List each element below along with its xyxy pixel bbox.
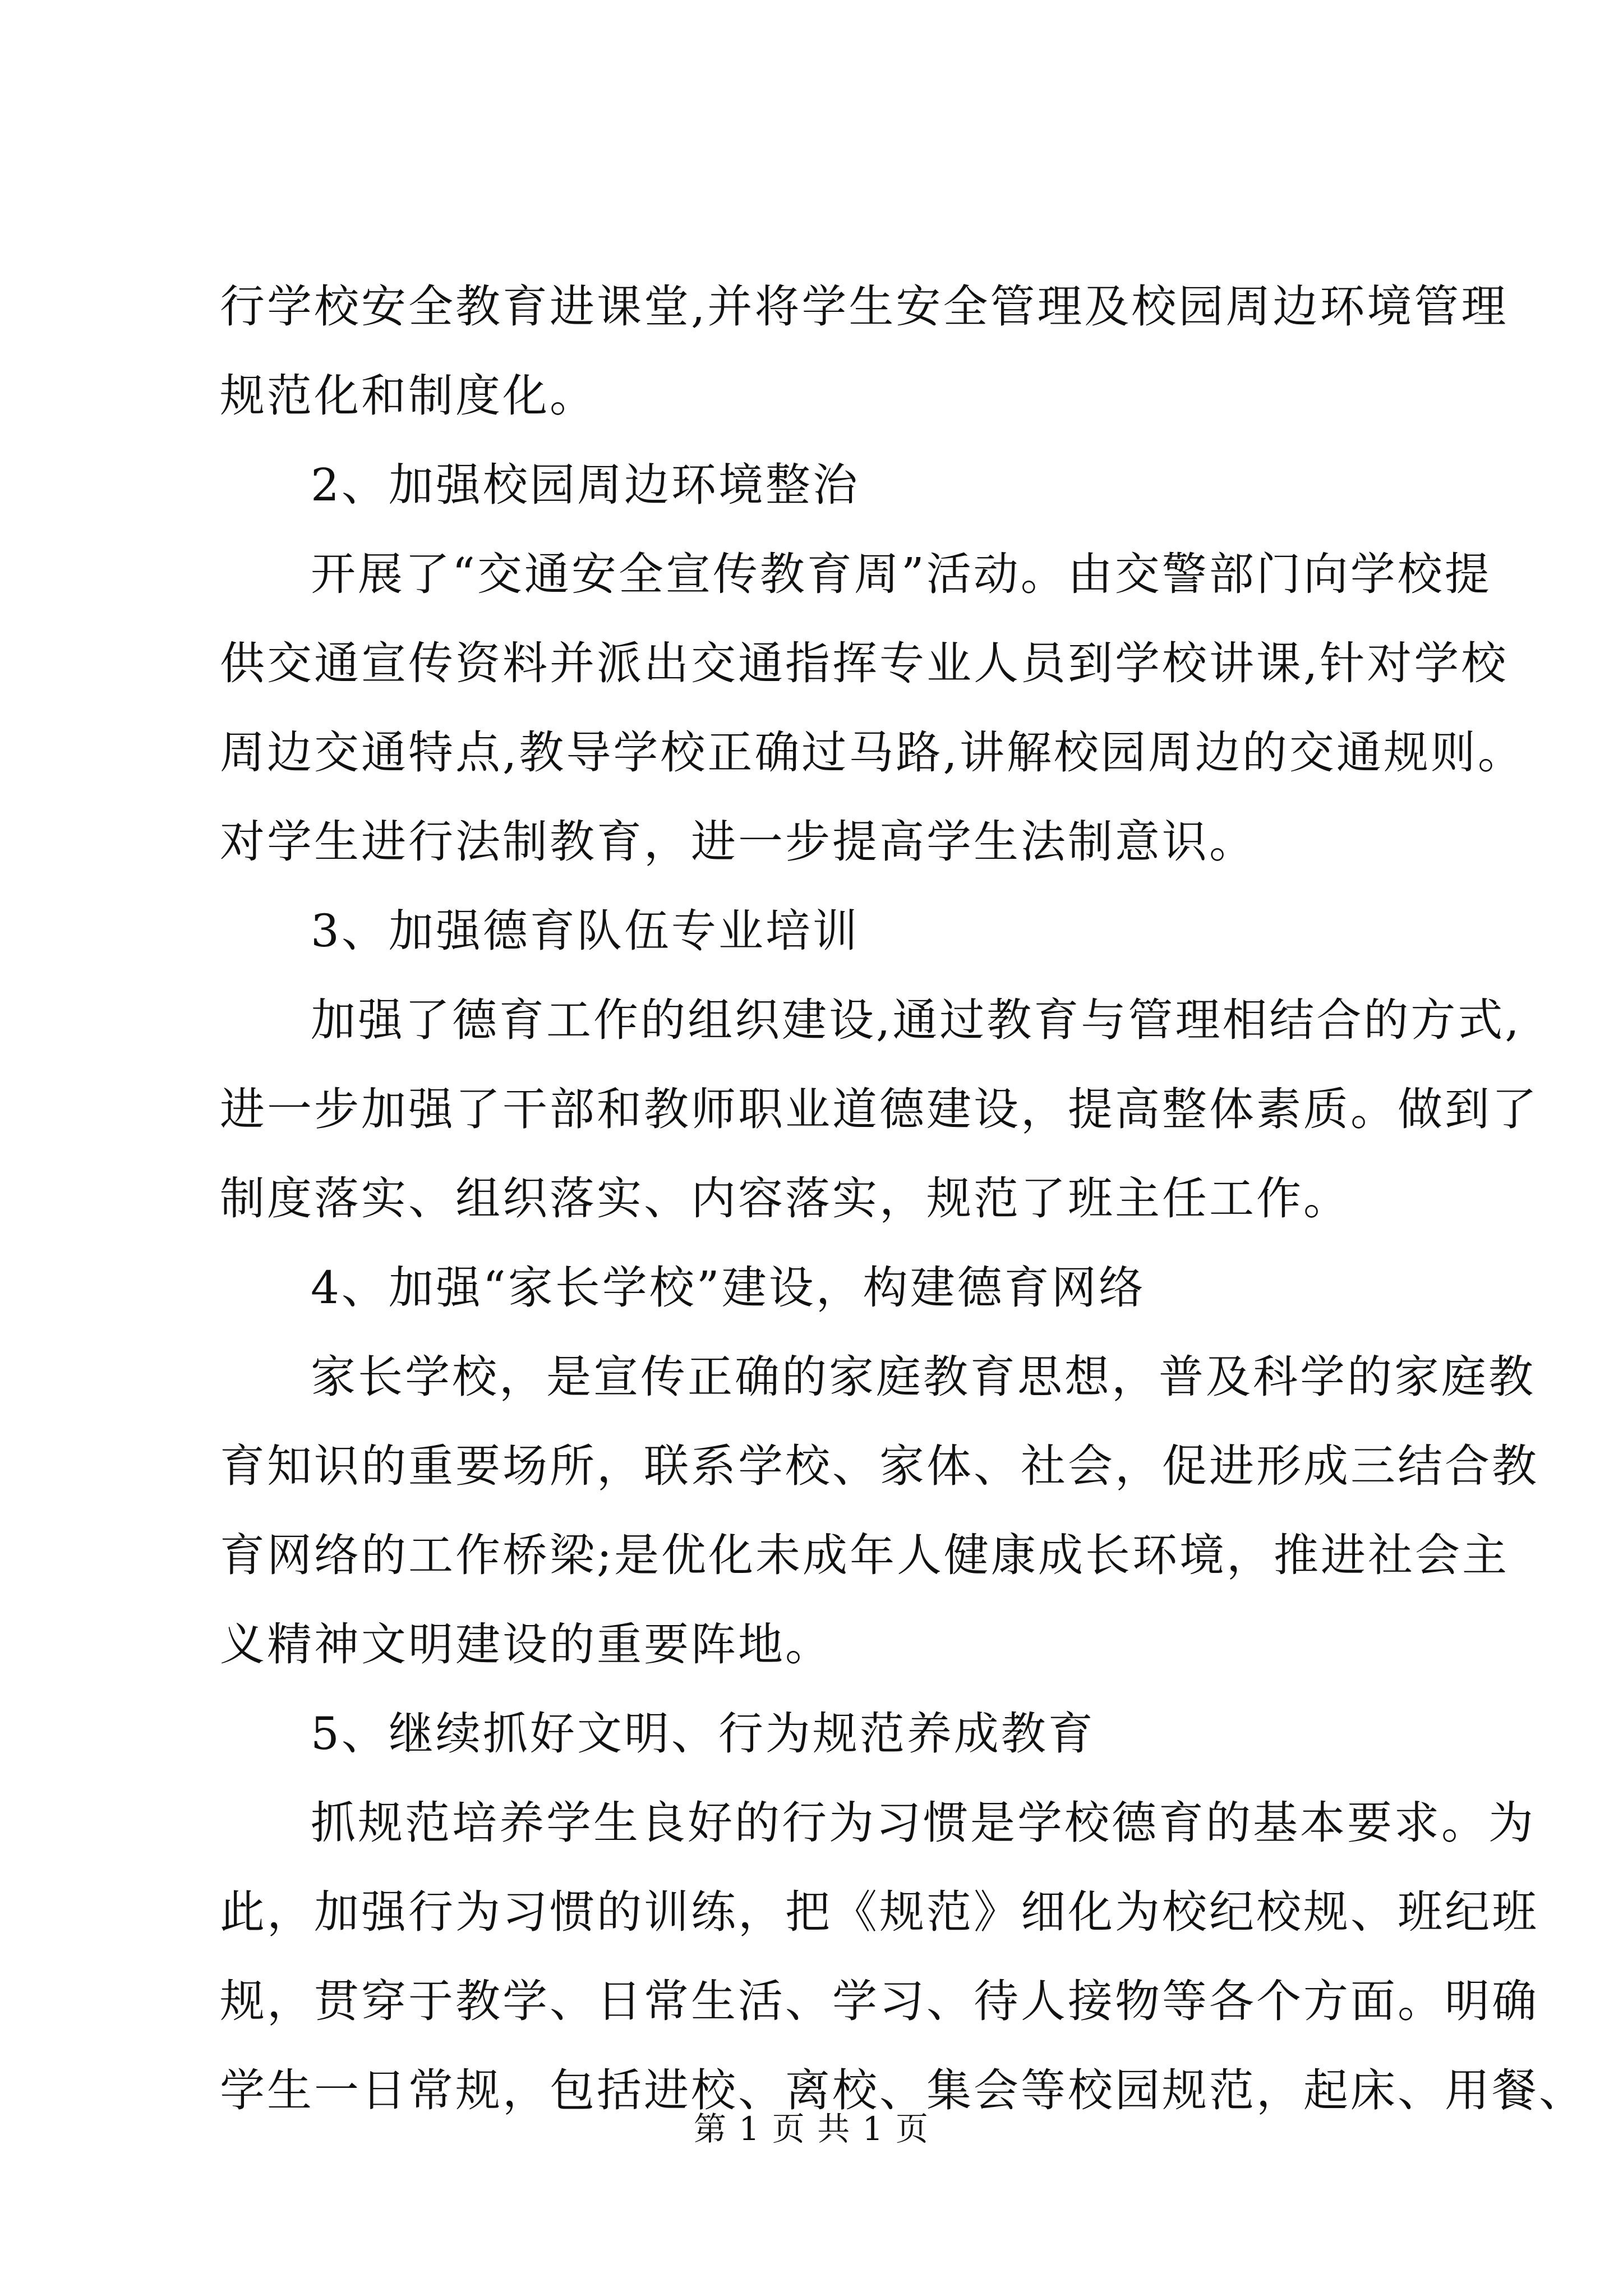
- body-text-line: 育知识的重要场所，联系学校、家体、社会，促进形成三结合教: [220, 1440, 1539, 1492]
- body-text-line: 育网络的工作桥梁;是优化未成年人健康成长环境，推进社会主: [220, 1529, 1509, 1581]
- body-text-line: 抓规范培养学生良好的行为习惯是学校德育的基本要求。为: [311, 1797, 1536, 1849]
- body-text-line: 家长学校，是宣传正确的家庭教育思想，普及科学的家庭教: [311, 1351, 1536, 1403]
- section-heading: 2、加强校园周边环境整治: [311, 459, 860, 511]
- body-text-line: 周边交通特点,教导学校正确过马路,讲解校园周边的交通规则。: [220, 726, 1525, 779]
- section-heading: 5、继续抓好文明、行为规范养成教育: [311, 1708, 1095, 1760]
- body-text-line: 对学生进行法制教育，进一步提高学生法制意识。: [220, 816, 1256, 868]
- body-text-line: 规范化和制度化。: [220, 370, 597, 422]
- body-text-line: 进一步加强了干部和教师职业道德建设，提高整体素质。做到了: [220, 1083, 1539, 1135]
- body-text-line: 开展了“交通安全宣传教育周”活动。由交警部门向学校提: [311, 548, 1492, 600]
- page-number-footer: 第 1 页 共 1 页: [694, 2110, 929, 2148]
- body-text-line: 规，贯穿于教学、日常生活、学习、待人接物等各个方面。明确: [220, 1975, 1539, 2027]
- section-heading: 4、加强“家长学校”建设，构建德育网络: [311, 1262, 1146, 1314]
- body-text-line: 行学校安全教育进课堂,并将学生安全管理及校园周边环境管理: [220, 280, 1509, 333]
- document-body: [220, 262, 1586, 2135]
- body-text-line: 学生一日常规，包括进校、离校、集会等校园规范，起床、用餐、: [220, 2064, 1586, 2116]
- body-text-line: 此，加强行为习惯的训练，把《规范》细化为校纪校规、班纪班: [220, 1886, 1539, 1938]
- body-text-line: 供交通宣传资料并派出交通指挥专业人员到学校讲课,针对学校: [220, 637, 1509, 689]
- body-text-line: 加强了德育工作的组织建设,通过教育与管理相结合的方式,: [311, 994, 1521, 1046]
- body-text-line: 义精神文明建设的重要阵地。: [220, 1618, 832, 1671]
- body-text-line: 制度落实、组织落实、内容落实，规范了班主任工作。: [220, 1172, 1350, 1225]
- section-heading: 3、加强德育队伍专业培训: [311, 905, 860, 957]
